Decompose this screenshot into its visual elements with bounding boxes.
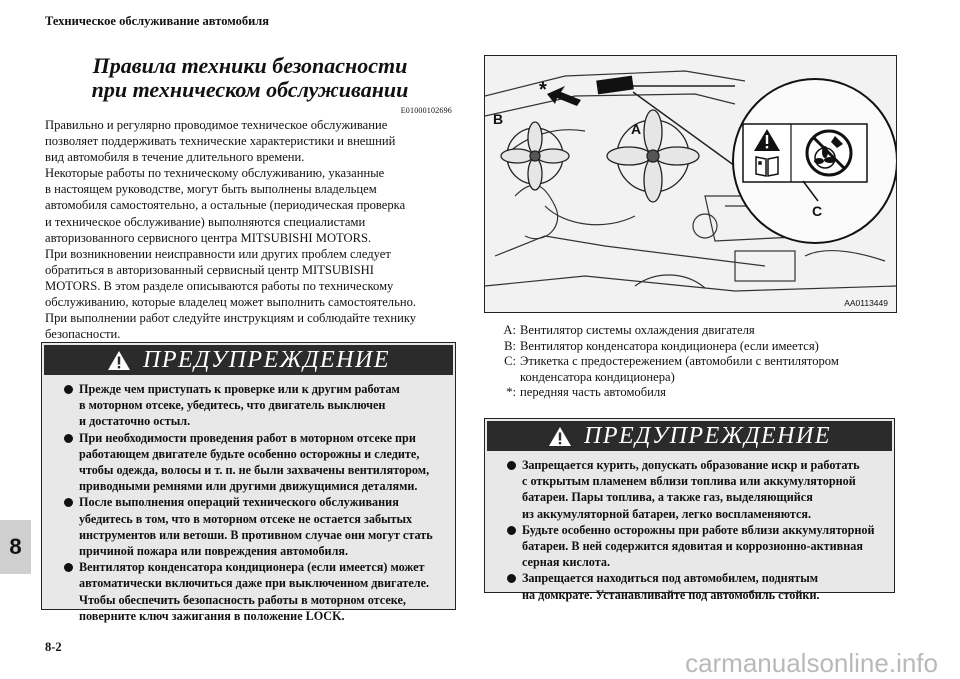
legend-key: C: bbox=[504, 354, 516, 369]
warning-item-line: батареи. В ней содержится ядовитая и коррозионно-активная bbox=[522, 539, 863, 554]
legend-row bbox=[498, 323, 898, 339]
warning-item-line: приводными ремнями или другими движущимися деталями. bbox=[79, 479, 418, 494]
warning-header bbox=[487, 421, 892, 451]
warning-item-line: батареи. Пары топлива, а также газ, выделяющийся bbox=[522, 490, 813, 505]
bullet-icon bbox=[64, 385, 73, 394]
warning-triangle-icon bbox=[548, 426, 572, 447]
warning-item-line: на домкрате. Устанавливайте под автомобиль стойки. bbox=[522, 587, 820, 602]
warning-list-right bbox=[485, 451, 894, 603]
watermark-text: carmanualsonline.info bbox=[685, 648, 938, 678]
bullet-icon bbox=[507, 461, 516, 470]
figure-label-a: A bbox=[631, 121, 642, 137]
legend-row bbox=[498, 385, 898, 401]
running-header: Техническое обслуживание автомобиля bbox=[45, 14, 270, 28]
bullet-icon bbox=[64, 563, 73, 572]
chapter-tab: 8 bbox=[0, 520, 31, 574]
warning-item-line: работающем двигателе будьте особенно осторожны и следите, bbox=[79, 446, 420, 461]
warning-header bbox=[44, 345, 453, 375]
engine-illustration bbox=[485, 56, 896, 312]
warning-item-line: Прежде чем приступать к проверке или к другим работам bbox=[79, 382, 400, 396]
warning-box-right bbox=[484, 418, 895, 602]
bullet-icon bbox=[507, 526, 516, 535]
warning-item bbox=[485, 570, 894, 602]
legend-key: B: bbox=[504, 338, 516, 353]
warning-item-line: Запрещается курить, допускать образование искр и работать bbox=[522, 458, 860, 472]
figure-code: AA0113449 bbox=[844, 298, 888, 308]
bullet-icon bbox=[507, 574, 516, 583]
document-code: E01000102696 bbox=[400, 106, 452, 115]
warning-item-line: инструментов или ветоши. В противном случае они могут стать bbox=[79, 527, 433, 542]
legend-key: *: bbox=[506, 385, 516, 400]
warning-item bbox=[42, 381, 455, 430]
warning-item-line: серная кислота. bbox=[522, 555, 611, 570]
figure-label-b: B bbox=[493, 111, 504, 127]
figure-label-c: C bbox=[812, 203, 823, 219]
legend-text: Вентилятор системы охлаждения двигателя bbox=[520, 323, 755, 337]
watermark bbox=[0, 648, 960, 679]
warning-item-line: с открытым пламенем вблизи топлива или аккумуляторной bbox=[522, 474, 856, 489]
warning-label-detail bbox=[743, 124, 867, 182]
warning-item-line: автоматически включиться даже при выключенном двигателе. bbox=[79, 576, 430, 591]
intro-line: позволяет поддерживать технические характеристики и внешний bbox=[45, 134, 396, 149]
warning-item-line: из аккумуляторной батареи, легко воспламеняются. bbox=[522, 506, 812, 521]
intro-line: в настоящем руководстве, могут быть выполнены владельцем bbox=[45, 182, 377, 197]
intro-line: Правильно и регулярно проводимое техническое обслуживание bbox=[45, 118, 388, 132]
warning-triangle-icon bbox=[107, 350, 131, 371]
section-title-line-2: при техническом обслуживании bbox=[91, 77, 409, 102]
legend-key: A: bbox=[503, 323, 516, 337]
intro-line: автомобиля самостоятельно, а остальные (периодическая проверка bbox=[45, 198, 406, 213]
warning-item-line: причиной пожара или повреждения автомобиля. bbox=[79, 544, 349, 559]
warning-list-left bbox=[42, 375, 455, 624]
warning-item-line: Запрещается находиться под автомобилем, поднятым bbox=[522, 571, 819, 586]
section-title bbox=[45, 54, 455, 102]
warning-item-line: и достаточно остыл. bbox=[79, 414, 191, 429]
warning-item-line: Будьте особенно осторожны при работе вблизи аккумуляторной bbox=[522, 522, 875, 537]
warning-item-line: поверните ключ зажигания в положение LOCK. bbox=[79, 608, 345, 623]
warning-box-left bbox=[41, 342, 456, 623]
intro-line: обратиться в авторизованный сервисный центр MITSUBISHI bbox=[45, 262, 374, 277]
warning-item bbox=[42, 430, 455, 495]
engine-compartment-figure bbox=[484, 55, 897, 313]
warning-item-line: Вентилятор конденсатора кондиционера (если имеется) может bbox=[79, 560, 425, 575]
page-number: 8-2 bbox=[45, 640, 62, 654]
intro-line: MOTORS. В этом разделе описываются работы по техническому bbox=[45, 278, 394, 293]
bullet-icon bbox=[64, 434, 73, 443]
intro-paragraph bbox=[45, 117, 457, 342]
legend-text: передняя часть автомобиля bbox=[520, 385, 666, 400]
warning-item bbox=[485, 522, 894, 571]
legend-text: конденсатора кондиционера) bbox=[520, 369, 675, 384]
legend-row bbox=[498, 354, 898, 370]
warning-item bbox=[485, 457, 894, 522]
no-hand-fan-icon bbox=[807, 131, 851, 175]
figure-legend bbox=[498, 323, 898, 401]
warning-item-line: После выполнения операций технического обслуживания bbox=[79, 495, 399, 510]
legend-row bbox=[498, 370, 898, 386]
intro-line: При выполнении работ следуйте инструкциям и соблюдайте технику bbox=[45, 311, 417, 326]
warning-item bbox=[42, 494, 455, 559]
warning-item-line: убедитесь в том, что в моторном отсеке не остается забытых bbox=[79, 511, 413, 526]
legend-row bbox=[498, 339, 898, 355]
warning-item-line: Чтобы обеспечить безопасность работы в моторном отсеке, bbox=[79, 592, 406, 607]
intro-line: авторизованного сервисного центра MITSUBISHI MOTORS. bbox=[45, 230, 372, 245]
section-title-line-1: Правила техники безопасности bbox=[92, 53, 408, 78]
bullet-icon bbox=[64, 498, 73, 507]
intro-line: и техническое обслуживание) выполняются специалистами bbox=[45, 214, 366, 229]
intro-line: безопасности. bbox=[45, 327, 121, 342]
warning-item-line: в моторном отсеке, убедитесь, что двигатель выключен bbox=[79, 398, 386, 413]
intro-line: обслуживанию, которые владелец может выполнить самостоятельно. bbox=[45, 295, 417, 310]
intro-line: вид автомобиля в течение длительного времени. bbox=[45, 150, 305, 165]
warning-heading: ПРЕДУПРЕЖДЕНИЕ bbox=[584, 422, 831, 449]
figure-label-star: * bbox=[539, 79, 547, 101]
legend-text: Вентилятор конденсатора кондиционера (если имеется) bbox=[520, 338, 819, 353]
intro-line: При возникновении неисправности или других проблем следует bbox=[45, 246, 391, 261]
warning-item-line: При необходимости проведения работ в моторном отсеке при bbox=[79, 430, 416, 445]
legend-text: Этикетка с предостережением (автомобили с вентилятором bbox=[520, 354, 839, 369]
warning-item bbox=[42, 559, 455, 624]
intro-line: Некоторые работы по техническому обслуживанию, указанные bbox=[45, 166, 385, 181]
warning-heading: ПРЕДУПРЕЖДЕНИЕ bbox=[143, 346, 390, 373]
warning-item-line: чтобы одежда, волосы и т. п. не были захвачены вентилятором, bbox=[79, 463, 430, 478]
